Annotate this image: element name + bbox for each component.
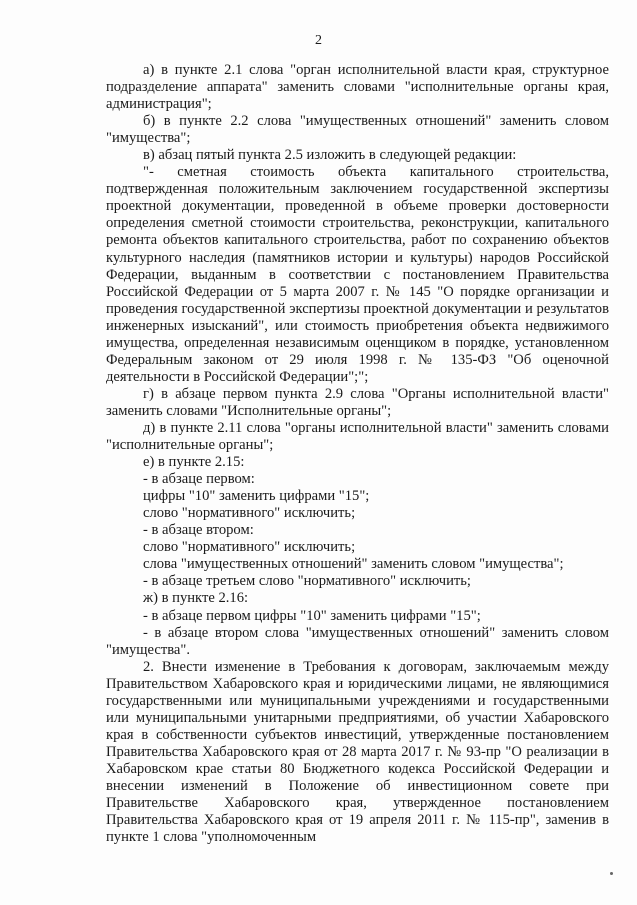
paragraph-a: а) в пункте 2.1 слова "орган исполнительной власти края, структурное подразделение аппарата" заменить словами "исполнительные органы края, администрация"; [106,62,609,113]
paragraph-2: 2. Внести изменение в Требования к договорам, заключаемым между Правительством Хабаровского края и юридическими лицами, не являющимися государственными или муниципальными учреждениями и государственными или муниципальными унитарными предприятиями, об участии Хабаровского края в собственности субъектов инвестиций, утвержденные постановлением Правительства Хабаровского края от 28 марта 2017 г. № 93-пр "О реализации в Хабаровском крае статьи 80 Бюджетного кодекса Российской Федерации и внесении изменений в Положение об инвестиционном совете при Правительстве Хабаровского края, утвержденное постановлением Правительства Хабаровского края от 19 апреля 2011 г. № 115-пр", заменив в пункте 1 слова "уполномоченным [106,658,609,846]
paragraph-e-2: цифры "10" заменить цифрами "15"; [143,488,370,505]
paragraph-zh: ж) в пункте 2.16: [143,590,249,607]
paragraph-b: б) в пункте 2.2 слова "имущественных отношений" заменить словом "имущества"; [106,113,609,147]
paragraph-zh-1: - в абзаце первом цифры "10" заменить цифрами "15"; [143,607,481,624]
paragraph-zh-2: - в абзаце втором слова "имущественных отношений" заменить словом "имущества". [106,624,609,658]
paragraph-e-4: - в абзаце втором: [143,522,254,539]
paragraph-e-5: слово "нормативного" исключить; [143,539,356,556]
paragraph-quote: "- сметная стоимость объекта капитального строительства, подтвержденная положительным заключением государственной экспертизы проектной документации, проведенной в объеме проверки достоверности определения сметной стоимости строительства, реконструкции, капитального ремонта объектов капитального строительства, работ по сохранению объектов культурного наследия (памятников истории и культуры) народов Российской Федерации, выданным в соответствии с постановлением Правительства Российской Федерации от 5 марта 2007 г. № 145 "О порядке организации и проведения государственной экспертизы проектной документации и результатов инженерных изысканий", или стоимость приобретения объекта недвижимого имущества, определенная независимым оценщиком в порядке, установленном Федеральным законом от 29 июля 1998 г. № 135-ФЗ "Об оценочной деятельности в Российской Федерации";"; [106,164,609,385]
paragraph-e: е) в пункте 2.15: [143,454,245,471]
paragraph-e-7: - в абзаце третьем слово "нормативного" исключить; [143,573,471,590]
paragraph-d: д) в пункте 2.11 слова "органы исполнительной власти" заменить словами "исполнительные органы"; [106,419,609,454]
paragraph-v: в) абзац пятый пункта 2.5 изложить в следующей редакции: [143,147,517,164]
document-body [106,62,609,846]
paragraph-e-6: слова "имущественных отношений" заменить словом "имущества"; [143,556,564,573]
page-number: 2 [315,33,322,48]
scan-speck [610,872,613,875]
paragraph-e-3: слово "нормативного" исключить; [143,505,356,522]
paragraph-g: г) в абзаце первом пункта 2.9 слова "Органы исполнительной власти" заменить словами "Исполнительные органы"; [106,385,609,419]
paragraph-e-1: - в абзаце первом: [143,471,255,488]
